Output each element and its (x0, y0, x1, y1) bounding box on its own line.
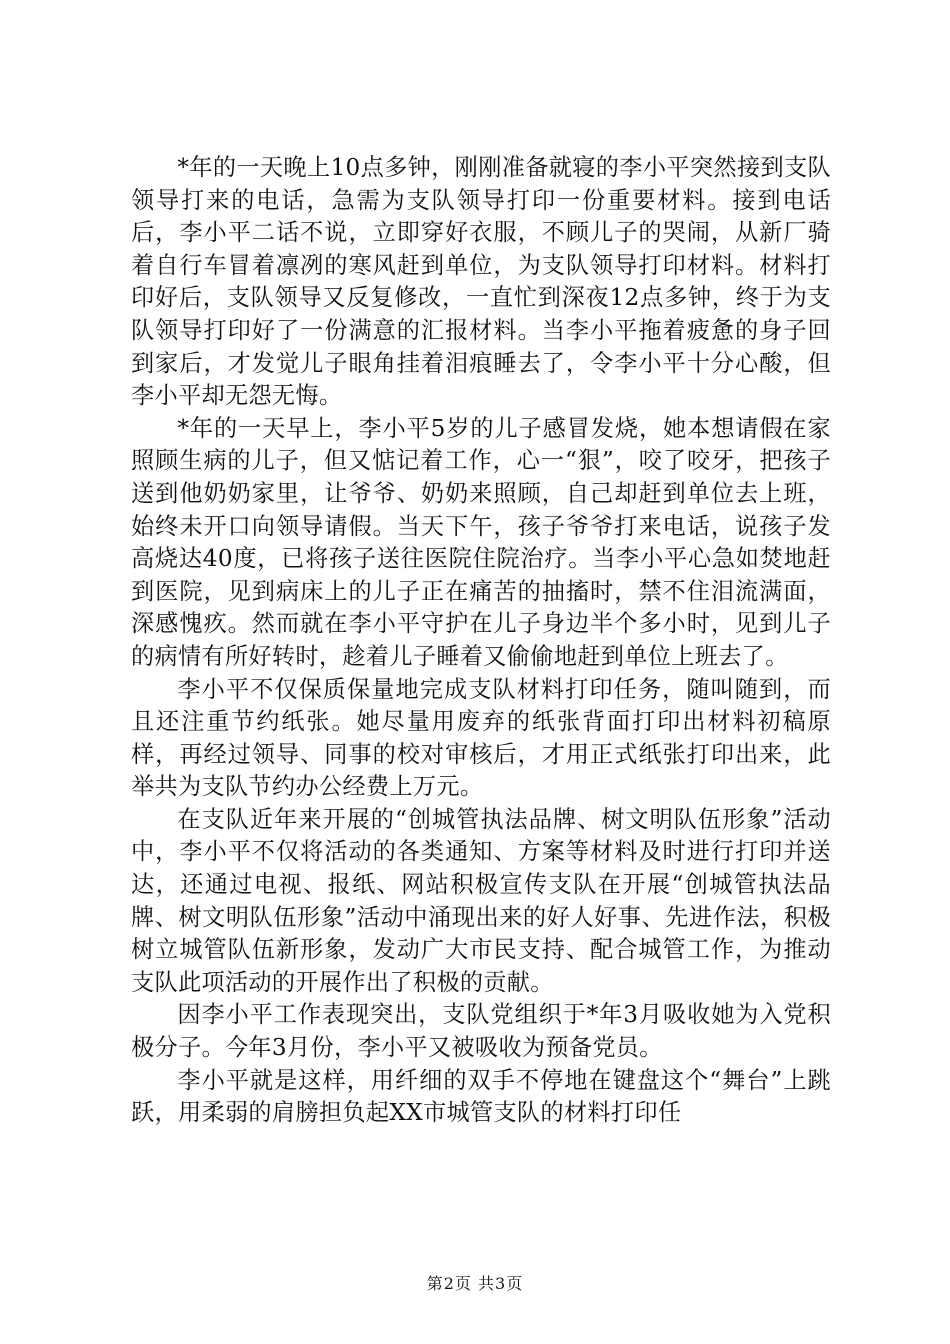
paragraph-6: 李小平就是这样，用纤细的双手不停地在键盘这个“舞台”上跳跃，用柔弱的肩膀担负起XX市城管支队的材料打印任 (131, 1066, 831, 1127)
paragraph-3: 李小平不仅保质保量地完成支队材料打印任务，随叫随到，而且还注重节约纸张。她尽量用废弃的纸张背面打印出材料初稿原样，再经过领导、同事的校对审核后，才用正式纸张打印出来，此举共为支队节约办公经费上万元。 (131, 675, 831, 801)
paragraph-1: *年的一天晚上10点多钟，刚刚准备就寝的李小平突然接到支队领导打来的电话，急需为支队领导打印一份重要材料。接到电话后，李小平二话不说，立即穿好衣服，不顾儿子的哭闹，从新厂骑着自行车冒着凛冽的寒风赶到单位，为支队领导打印材料。材料打印好后，支队领导又反复修改，一直忙到深夜12点多钟，终于为支队领导打印好了一份满意的汇报材料。当李小平拖着疲惫的身子回到家后，才发觉儿子眼角挂着泪痕睡去了，令李小平十分心酸，但李小平却无怨无悔。 (131, 154, 831, 410)
paragraph-5: 因李小平工作表现突出，支队党组织于*年3月吸收她为入党积极分子。今年3月份，李小平又被吸收为预备党员。 (131, 1001, 831, 1062)
document-body (131, 152, 831, 1130)
page-number-footer: 第2页 共3页 (426, 1274, 524, 1293)
paragraph-2: *年的一天早上，李小平5岁的儿子感冒发烧，她本想请假在家照顾生病的儿子，但又惦记着工作，心一“狠”，咬了咬牙，把孩子送到他奶奶家里，让爷爷、奶奶来照顾，自己却赶到单位去上班，始终未开口向领导请假。当天下午，孩子爷爷打来电话，说孩子发高烧达40度，已将孩子送往医院住院治疗。当李小平心急如焚地赶到医院，见到病床上的儿子正在痛苦的抽搐时，禁不住泪流满面，深感愧疚。然而就在李小平守护在儿子身边半个多小时，见到儿子的病情有所好转时，趁着儿子睡着又偷偷地赶到单位上班去了。 (131, 414, 831, 670)
paragraph-4: 在支队近年来开展的“创城管执法品牌、树文明队伍形象”活动中，李小平不仅将活动的各类通知、方案等材料及时进行打印并送达，还通过电视、报纸、网站积极宣传支队在开展“创城管执法品牌、树文明队伍形象”活动中涌现出来的好人好事、先进作法，积极树立城管队伍新形象，发动广大市民支持、配合城管工作，为推动支队此项活动的开展作出了积极的贡献。 (131, 805, 831, 996)
